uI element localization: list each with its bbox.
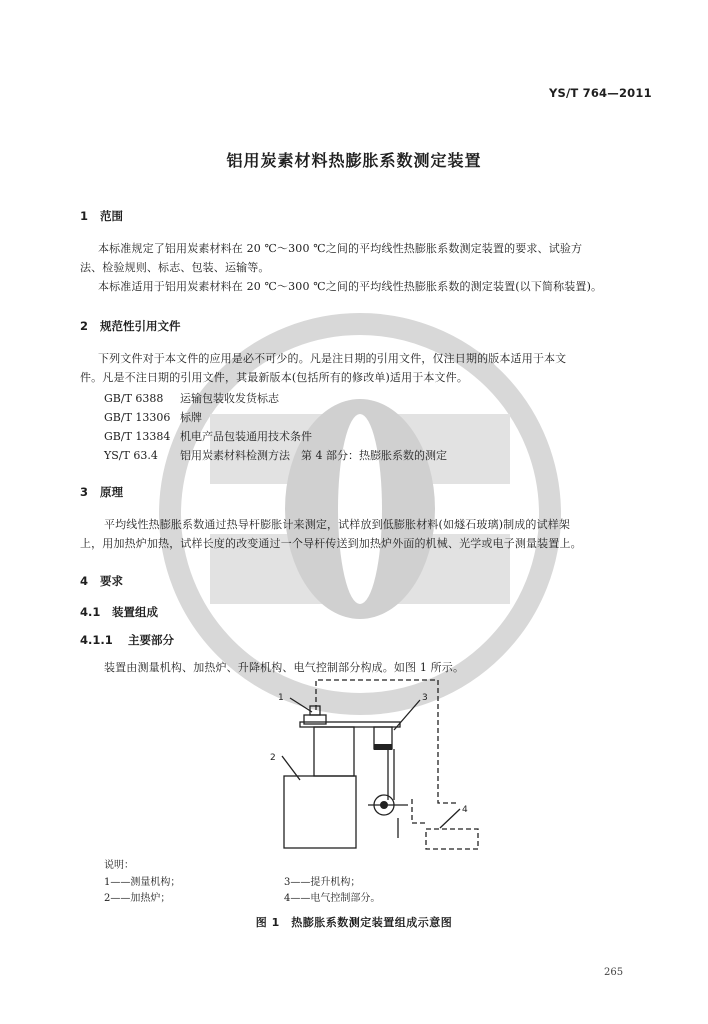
normative-line-2: 件。凡是不注日期的引用文件，其最新版本(包括所有的修改单)适用于本文件。 (80, 371, 468, 384)
scope-line-1: 本标准规定了铝用炭素材料在 20 ℃～300 ℃之间的平均线性热膨胀系数测定装置的要求、试验方 (98, 242, 583, 255)
reference-item (104, 428, 312, 444)
reference-item (104, 409, 202, 425)
legend-item: 1——测量机构； (104, 877, 181, 888)
subsection-number: 4.1.1 (80, 633, 113, 647)
reference-item (104, 447, 447, 463)
reference-title: 运输包装收发货标志 (180, 392, 279, 405)
section-1-heading (80, 208, 123, 224)
section-number: 2 (80, 319, 89, 333)
subsection-title: 主要部分 (128, 633, 174, 647)
subsection-number: 4.1 (80, 605, 101, 619)
legend-item: 3——提升机构； (284, 877, 361, 888)
section-title: 范围 (100, 209, 123, 223)
requirements-line: 装置由测量机构、加热炉、升降机构、电气控制部分构成。如图 1 所示。 (104, 661, 465, 674)
figure-label: 3 (422, 693, 428, 703)
section-4-heading (80, 573, 123, 589)
reference-title: 标牌 (180, 411, 202, 424)
figure-caption: 图 1 热膨胀系数测定装置组成示意图 (255, 916, 453, 929)
figure-label: 1 (278, 693, 284, 703)
principle-line-1: 平均线性热膨胀系数通过热导杆膨胀计来测定，试样放到低膨胀材料(如燧石玻璃)制成的试样架 (104, 518, 571, 531)
subsection-4-1-heading (80, 604, 158, 620)
page-number: 265 (604, 967, 624, 978)
document-title: 铝用炭素材料热膨胀系数测定装置 (226, 151, 482, 170)
figure-label: 2 (270, 753, 276, 763)
section-number: 1 (80, 209, 89, 223)
legend-item: 4——电气控制部分。 (284, 893, 381, 904)
section-number: 3 (80, 485, 89, 499)
figure-label: 4 (462, 805, 468, 815)
standard-code: YS/T 764—2011 (549, 86, 652, 100)
reference-title: 机电产品包装通用技术条件 (180, 430, 312, 443)
section-number: 4 (80, 574, 89, 588)
scope-line-2: 法、检验规则、标志、包装、运输等。 (80, 261, 270, 274)
reference-code: GB/T 13384 (104, 430, 171, 443)
legend-item: 2——加热炉； (104, 893, 171, 904)
subsection-title: 装置组成 (112, 605, 158, 619)
principle-line-2: 上，用加热炉加热，试样长度的改变通过一个导杆传送到加热炉外面的机械、光学或电子测量装置上。 (80, 537, 582, 550)
section-title: 规范性引用文件 (100, 319, 181, 333)
figure-1-diagram (260, 678, 480, 854)
section-3-heading (80, 484, 123, 500)
reference-item (104, 390, 279, 406)
subsection-4-1-1-heading (80, 632, 174, 648)
reference-code: GB/T 6388 (104, 392, 164, 405)
normative-line-1: 下列文件对于本文件的应用是必不可少的。凡是注日期的引用文件，仅注日期的版本适用于本文 (98, 352, 567, 365)
reference-code: GB/T 13306 (104, 411, 171, 424)
section-2-heading (80, 318, 181, 334)
section-title: 原理 (100, 485, 123, 499)
reference-code: YS/T 63.4 (104, 449, 158, 462)
reference-title: 铝用炭素材料检测方法 第 4 部分：热膨胀系数的测定 (180, 449, 447, 462)
legend-title: 说明： (104, 860, 134, 871)
scope-line-3: 本标准适用于铝用炭素材料在 20 ℃～300 ℃之间的平均线性热膨胀系数的测定装置(以下简称装置)。 (98, 280, 603, 293)
section-title: 要求 (100, 574, 123, 588)
